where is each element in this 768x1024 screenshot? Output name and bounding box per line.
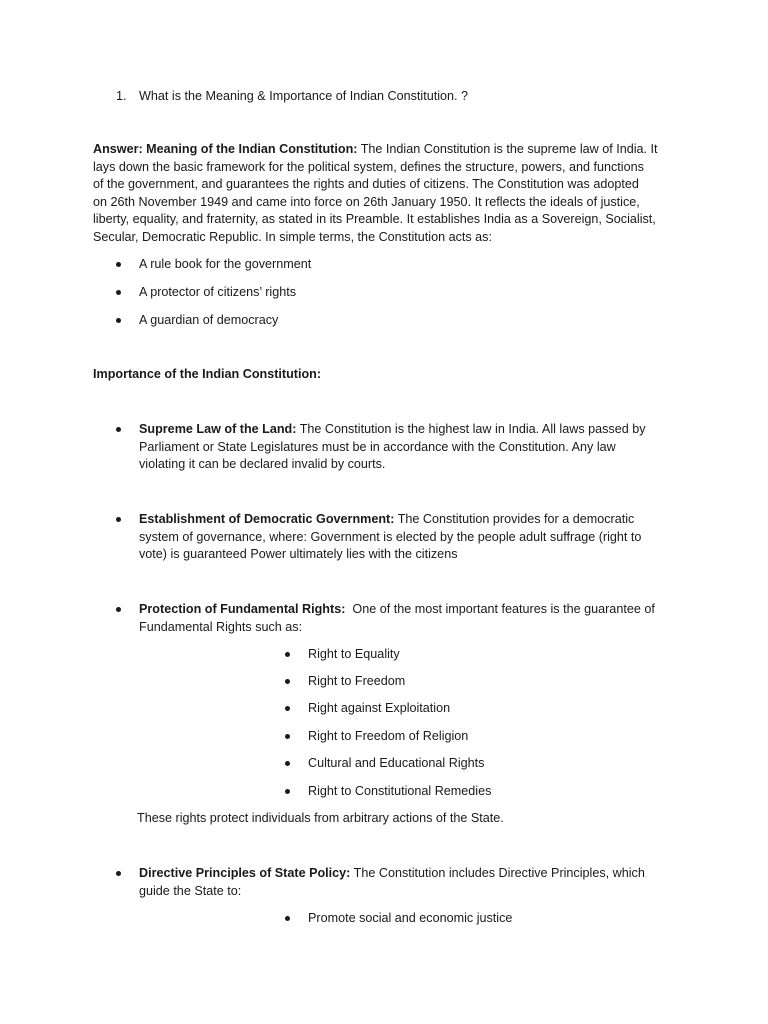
question-text: What is the Meaning & Importance of Indian Constitution. ? [139, 89, 469, 103]
question-number: 1. [116, 89, 127, 103]
bullet-icon [285, 652, 290, 657]
answer-line-6: Secular, Democratic Republic. In simple terms, the Constitution acts as: [93, 229, 492, 244]
answer-line-4: on 26th November 1949 and came into force on 26th January 1950. It reflects the ideals of justice, [93, 194, 640, 209]
list-item: Right against Exploitation [308, 701, 451, 715]
bullet-icon [285, 761, 290, 766]
answer-line-3: of the government, and guarantees the rights and duties of citizens. The Constitution was adopted [93, 177, 639, 192]
list-item: Right to Freedom of Religion [308, 729, 469, 743]
bullet-icon [116, 427, 121, 432]
importance-point-supreme-law: Supreme Law of the Land: The Constitution is the highest law in India. All laws passed by Parliament or State Legislatures must be in accordance with the Constitution. Any law violating it can be declared invalid by courts. [139, 422, 646, 472]
bullet-icon [285, 734, 290, 739]
list-item: A guardian of democracy [139, 313, 279, 327]
bullet-icon [116, 871, 121, 876]
bullet-icon [285, 916, 290, 921]
importance-point-fundamental-rights: Protection of Fundamental Rights: One of the most important features is the guarantee of Fundamental Rights such as: [139, 602, 655, 634]
list-item: Cultural and Educational Rights [308, 756, 485, 770]
answer-line-5: liberty, equality, and fraternity, as stated in its Preamble. It establishes India as a Sovereign, Socialist, [93, 212, 656, 227]
bullet-icon [285, 789, 290, 794]
importance-point-democratic-government: Establishment of Democratic Government: The Constitution provides for a democratic system of governance, where: Government is elected by the people adult suffrage (right to vote) is guaranteed Power ultimately lies with the citizens [139, 512, 642, 562]
bullet-icon [116, 517, 121, 522]
answer-line-1: Answer: Meaning of the Indian Constitution: The Indian Constitution is the supreme law of India. It [93, 142, 658, 156]
list-item: A protector of citizens’ rights [139, 285, 297, 299]
bullet-icon [116, 318, 121, 323]
bullet-icon [285, 706, 290, 711]
list-item: A rule book for the government [139, 257, 312, 271]
bullet-icon [116, 290, 121, 295]
rights-note: These rights protect individuals from arbitrary actions of the State. [137, 811, 504, 825]
importance-point-directive-principles: Directive Principles of State Policy: The Constitution includes Directive Principles, which guide the State to: [139, 866, 645, 898]
list-item: Right to Freedom [308, 674, 406, 688]
answer-line-2: lays down the basic framework for the political system, defines the structure, powers, and functions [93, 159, 644, 174]
list-item: Promote social and economic justice [308, 911, 513, 925]
list-item: Right to Equality [308, 647, 400, 661]
importance-heading: Importance of the Indian Constitution: [93, 367, 322, 381]
list-item: Right to Constitutional Remedies [308, 784, 492, 798]
bullet-icon [116, 607, 121, 612]
bullet-icon [285, 679, 290, 684]
answer-lead: Answer: Meaning of the Indian Constitution: [93, 142, 358, 156]
bullet-icon [116, 262, 121, 267]
answer-paragraph [93, 141, 678, 247]
